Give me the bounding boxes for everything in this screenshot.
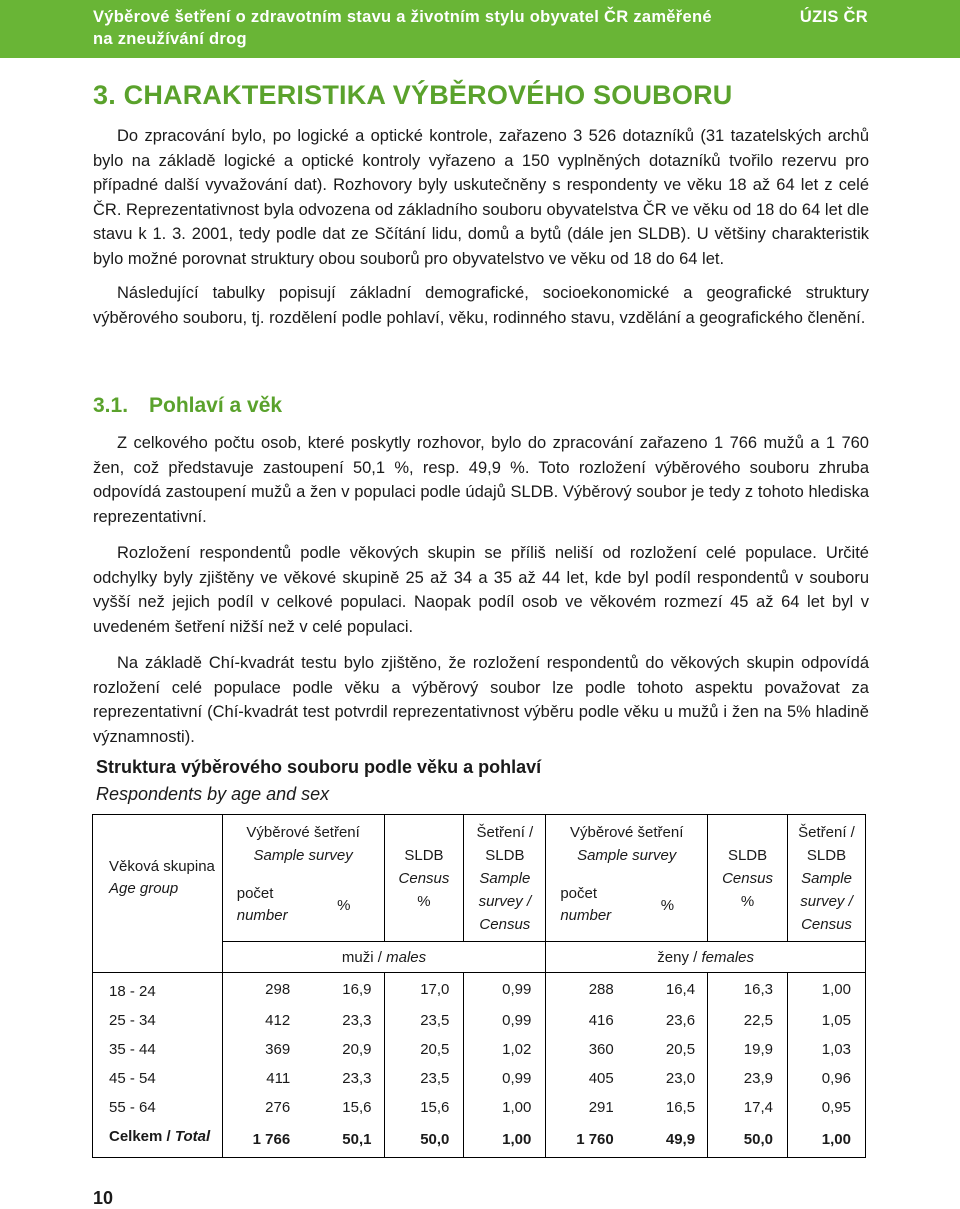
header-text: Census (398, 869, 450, 887)
header-text: number (560, 907, 612, 924)
men-sldb: 15,6 (384, 1093, 464, 1122)
document-title: Výběrové šetření o zdravotním stavu a životním stylu obyvatel ČR zaměřené na zneužívání drog (93, 8, 712, 48)
header-text: Výběrové šetření (569, 824, 684, 841)
header-text: Sample (801, 869, 852, 887)
subsection-heading (93, 394, 282, 418)
paragraph: Rozložení respondentů podle věkových skupin se příliš neliší od rozložení celé populace. Určité odchylky byly zjištěny ve věkové skupině 25 až 34 a 35 až 44 let, kde byl podíl respondentů v souboru vyšší než jejich podíl v celkové populaci. Naopak podíl osob ve věkovém rozmezí 45 až 64 let byl v uvedeném šetření nižší než v celé populaci. (93, 544, 869, 636)
page-header (0, 0, 960, 58)
men-pct: 20,9 (342, 1041, 372, 1058)
page-number: 10 (93, 1188, 114, 1208)
header-text: SLDB (727, 846, 768, 864)
header-text: Age group (109, 880, 179, 898)
age-cell: 18 - 24 (93, 973, 223, 1007)
women-count-header (546, 869, 628, 942)
men-sldb: 17,0 (384, 973, 464, 1007)
men-pct: 15,6 (342, 1099, 372, 1116)
men-ratio: 1,00 (464, 1122, 546, 1158)
women-count: 291 (546, 1093, 628, 1122)
group-text: males (386, 948, 427, 966)
header-text: počet (236, 885, 274, 902)
subsection-body (93, 431, 869, 749)
header-text: SLDB (404, 846, 444, 864)
women-count: 1 760 (546, 1122, 628, 1158)
women-count: 416 (546, 1006, 628, 1035)
men-survey-header (222, 815, 384, 870)
table-row (93, 1064, 866, 1093)
women-ratio: 1,00 (787, 973, 865, 1007)
women-ratio: 1,00 (787, 1122, 865, 1158)
men-ratio: 0,99 (464, 1006, 546, 1035)
age-cell: 35 - 44 (93, 1035, 223, 1064)
men-pct-header: % (337, 896, 351, 914)
header-text: Věková skupina (109, 858, 215, 876)
table-subtitle: Respondents by age and sex (96, 784, 330, 804)
organization-name: ÚZIS ČR (799, 8, 868, 26)
men-ratio-header (464, 815, 546, 942)
header-text: SLDB (485, 846, 525, 864)
women-pct: 16,5 (665, 1099, 696, 1116)
age-cell: 45 - 54 (93, 1064, 223, 1093)
men-count: 298 (222, 973, 304, 1007)
women-ratio: 0,96 (787, 1064, 865, 1093)
empty-cell (93, 942, 223, 973)
men-sldb: 23,5 (384, 1064, 464, 1093)
women-pct: 23,6 (665, 1012, 696, 1029)
header-text: SLDB (806, 846, 847, 864)
women-survey-header (546, 815, 708, 870)
women-sldb: 17,4 (708, 1093, 788, 1122)
women-ratio: 0,95 (787, 1093, 865, 1122)
men-pct: 50,1 (304, 1122, 384, 1158)
age-sex-table (92, 814, 866, 1158)
men-pct: 23,3 (342, 1012, 372, 1029)
paragraph: Na základě Chí-kvadrát testu bylo zjištěno, že rozložení respondentů do věkových skupin odpovídá rozložení celé populace podle věku a výběrový soubor lze podle tohoto aspektu považovat za reprezentativní (Chí-kvadrát test potvrdil reprezentativnost výběru podle věku u mužů i žen na 5% hladině významnosti). (93, 654, 869, 746)
men-sldb: 50,0 (384, 1122, 464, 1158)
header-text: Výběrové šetření (246, 824, 360, 841)
header-text: % (417, 892, 431, 910)
group-text: muži (341, 948, 374, 966)
header-text: Sample survey (253, 847, 353, 864)
age-group-header (93, 815, 223, 942)
paragraph: Následující tabulky popisují základní demografické, socioekonomické a geografické struktury výběrového souboru, tj. rozdělení podle pohlaví, věku, rodinného stavu, vzdělání a geografického členění. (93, 284, 869, 327)
women-pct: 20,5 (665, 1041, 696, 1058)
table-row (93, 1006, 866, 1035)
men-ratio: 1,02 (464, 1035, 546, 1064)
women-sldb-header (708, 815, 788, 942)
table-row (93, 1035, 866, 1064)
men-sldb: 23,5 (384, 1006, 464, 1035)
header-text: Census (801, 915, 852, 933)
subsection-number: 3.1. (93, 394, 129, 417)
women-ratio: 1,05 (787, 1006, 865, 1035)
women-pct: 16,4 (665, 981, 696, 998)
women-count: 288 (546, 973, 628, 1007)
total-label: Celkem / Total (93, 1122, 223, 1158)
women-pct: 23,0 (665, 1070, 696, 1087)
table-title: Struktura výběrového souboru podle věku a pohlaví (96, 757, 542, 777)
women-count: 360 (546, 1035, 628, 1064)
men-ratio: 1,00 (464, 1093, 546, 1122)
header-text: počet (560, 885, 598, 902)
women-sldb: 23,9 (708, 1064, 788, 1093)
total-row (93, 1122, 866, 1158)
women-count: 405 (546, 1064, 628, 1093)
men-count: 276 (222, 1093, 304, 1122)
women-sldb: 22,5 (708, 1006, 788, 1035)
men-count: 411 (222, 1064, 304, 1093)
men-sldb-header (384, 815, 464, 942)
men-pct: 16,9 (342, 981, 372, 998)
group-text: females (701, 948, 755, 966)
women-sldb: 50,0 (708, 1122, 788, 1158)
men-sldb: 20,5 (384, 1035, 464, 1064)
women-group-label: ženy / females (546, 942, 866, 973)
women-ratio: 1,03 (787, 1035, 865, 1064)
age-cell: 55 - 64 (93, 1093, 223, 1122)
women-sldb: 19,9 (708, 1035, 788, 1064)
women-sldb: 16,3 (708, 973, 788, 1007)
header-text: % (740, 892, 755, 910)
subsection-title: Pohlaví a věk (149, 394, 283, 417)
men-group-label: muži / males (222, 942, 546, 973)
men-count: 412 (222, 1006, 304, 1035)
table-row (93, 1093, 866, 1122)
section-title: 3. CHARAKTERISTIKA VÝBĚROVÉHO SOUBORU (93, 80, 733, 110)
total-text: Celkem (109, 1128, 163, 1145)
header-text: Census (479, 915, 531, 933)
women-ratio-header (787, 815, 865, 942)
header-text: Sample survey (577, 847, 677, 864)
header-text: Census (722, 869, 773, 887)
table-row (93, 973, 866, 1007)
total-text: Total (174, 1128, 211, 1145)
section-body (93, 124, 869, 330)
header-text: survey / (800, 892, 853, 910)
men-ratio: 0,99 (464, 1064, 546, 1093)
men-count: 1 766 (222, 1122, 304, 1158)
header-text: Šetření / (798, 823, 855, 841)
group-text: ženy (657, 948, 689, 966)
header-text: Sample (479, 869, 531, 887)
header-text: Šetření / (476, 823, 534, 841)
header-text: survey / (478, 892, 532, 910)
men-count: 369 (222, 1035, 304, 1064)
women-pct: 49,9 (628, 1122, 708, 1158)
men-count-header (222, 869, 304, 942)
paragraph: Z celkového počtu osob, které poskytly rozhovor, bylo do zpracování zařazeno 1 766 mužů a 1 760 žen, což představuje zastoupení 50,1 %, resp. 49,9 %. Toto rozložení výběrového souboru zhruba odpovídá zastoupení mužů a žen v populaci podle údajů SLDB. Výběrový soubor je tedy z tohoto hlediska reprezentativní. (93, 434, 869, 526)
women-pct-header: % (660, 896, 675, 914)
header-text: number (236, 907, 288, 924)
paragraph: Do zpracování bylo, po logické a optické kontrole, zařazeno 3 526 dotazníků (31 tazatelských archů bylo na základě logické a optické kontroly vyřazeno a 150 vyplněných dotazníků tvořilo rezervu pro případné další vyvažování dat). Rozhovory byly uskutečněny s respondenty ve věku 18 až 64 let z celé ČR. Reprezentativnost byla odvozena od základního souboru obyvatelstva ČR ve věku od 18 do 64 let dle stavu k 1. 3. 2001, tedy podle dat ze Sčítání lidu, domů a bytů (dále jen SLDB). U většiny charakteristik bylo možné porovnat struktury obou souborů pro obyvatelstvo ve věku od 18 do 64 let. (93, 127, 869, 268)
age-cell: 25 - 34 (93, 1006, 223, 1035)
men-pct: 23,3 (342, 1070, 372, 1087)
men-ratio: 0,99 (464, 973, 546, 1007)
